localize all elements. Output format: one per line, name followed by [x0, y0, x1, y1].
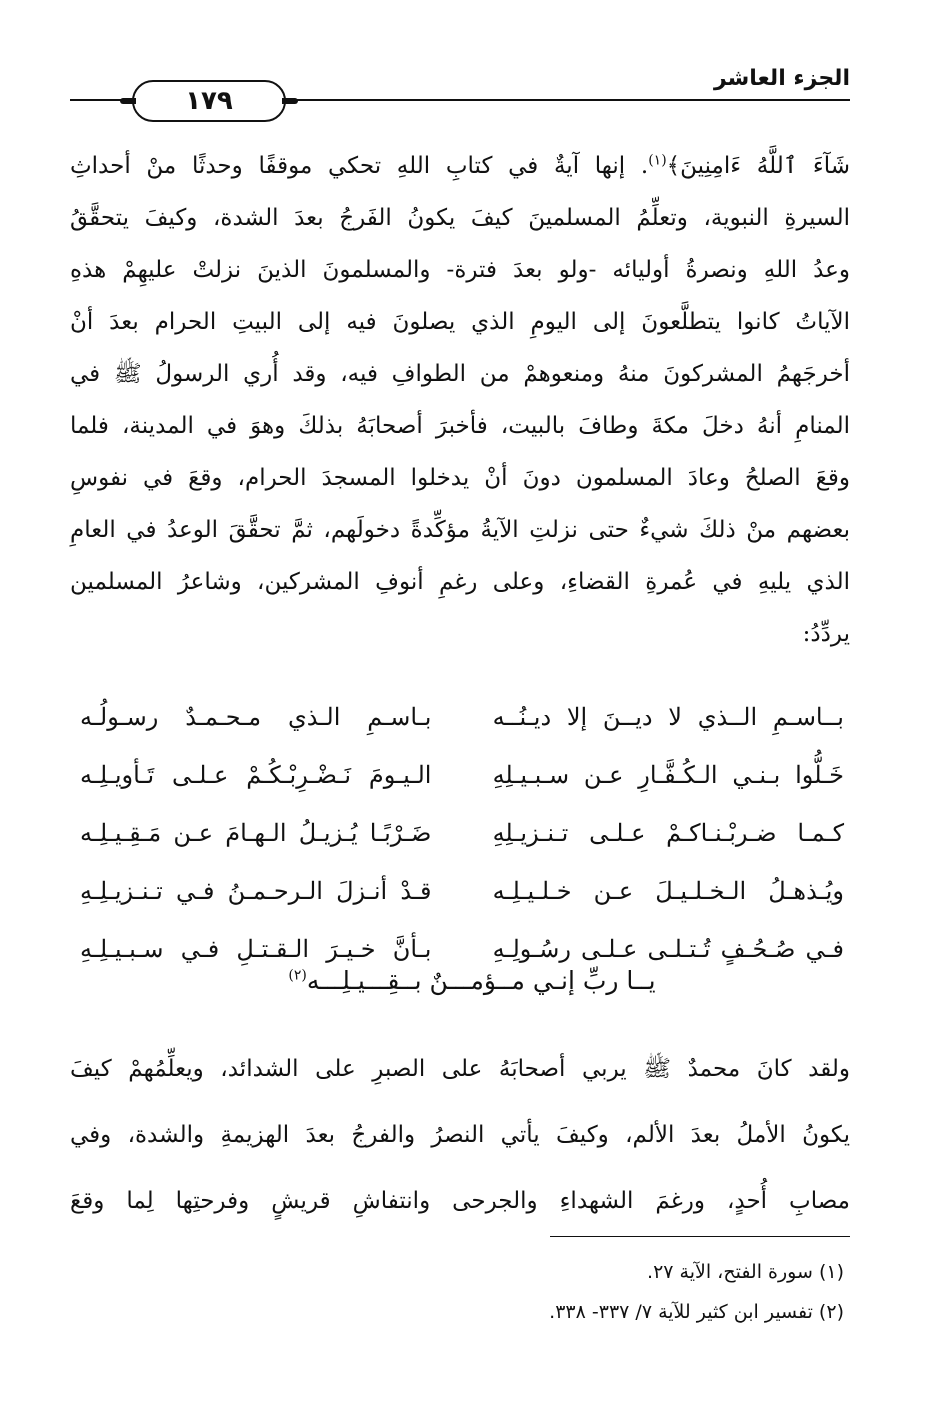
footnotes: [549, 1252, 844, 1332]
text-line: المنامِ أنهُ دخلَ مكةَ وطافَ بالبيت، فأخبرَ أصحابَهُ بذلكَ وهوَ في المدينة، فلما: [70, 413, 850, 439]
hemistich-right: كـمـا ضـربْـنـاكـمْ عـلـى تـنـزيـلِهِ: [492, 819, 844, 847]
verse: [80, 804, 844, 862]
text-line: يردِّدُ:: [802, 621, 850, 647]
closing-verse-text: يــا ربِّ إنـي مــؤمـــنٌ بــقِـــيـلِـــه: [306, 966, 656, 995]
verse: [80, 688, 844, 746]
text-line: أخرجَهمُ المشركونَ منهُ ومنعوهمْ من الطوافِ فيه، وقد أُري الرسولُ ﷺ في: [70, 361, 850, 387]
closing-verse: [0, 966, 944, 995]
footnote-ref: (٢): [288, 967, 307, 984]
hemistich-right: خَـلُّوا بـنـي الـكُـفَّـارِ عـن سـبـيـلِهِ: [492, 761, 844, 789]
hemistich-right: بــاسـمِ الــذي لا ديــنَ إلا ديـنُــه: [492, 703, 844, 731]
hemistich-left: بـاسـمِ الـذي مـحـمـدٌ رسـولُـه: [80, 703, 432, 731]
text-line: يكونُ الأملُ بعدَ الألم، وكيفَ يأتي النصرُ والفرجُ بعدَ الهزيمةِ والشدة، وفي: [70, 1122, 850, 1148]
main-text-continued: [70, 1036, 850, 1234]
text-line: [70, 140, 850, 192]
footnote-separator: [550, 1236, 850, 1237]
hemistich-left: بـأنَّ خـيـرَ الـقـتـلِ فـي سـبـيـلِـهِ: [80, 935, 432, 963]
quran-quote: شَآءَ ٱللَّهُ ءَامِنِينَ﴾: [666, 153, 850, 179]
main-text: [70, 140, 850, 660]
text-line: وعدُ اللهِ ونصرةُ أوليائه -ولو بعدَ فترة- والمسلمونَ الذينَ نزلتْ عليهِمْ هذهِ: [70, 257, 850, 283]
verse: [80, 862, 844, 920]
hemistich-left: قـدْ أنـزلَ الـرحـمـنُ فـي تـنـزيـلِـهِ: [80, 877, 432, 905]
text-line: الذي يليهِ في عُمرةِ القضاءِ، وعلى رغمِ أنوفِ المشركين، وشاعرُ المسلمين: [70, 569, 850, 595]
text-line: وقعَ الصلحُ وعادَ المسلمون دونَ أنْ يدخلوا المسجدَ الحرام، وقعَ في نفوسِ: [70, 465, 850, 491]
running-title: الجزء العاشر: [713, 66, 850, 91]
text-line: مصابِ أُحدٍ، ورغمَ الشهداءِ والجرحى وانتفاشِ قريشٍ وفرحتِها لِما وقعَ: [70, 1188, 850, 1214]
text-line: ولقد كانَ محمدٌ ﷺ يربي أصحابَهُ على الصبرِ على الشدائد، ويعلِّمُهمْ كيفَ: [70, 1056, 850, 1082]
verse: [80, 746, 844, 804]
footnote-ref: (١): [648, 152, 667, 169]
footnote: (١) سورة الفتح، الآية ٢٧.: [647, 1261, 844, 1283]
page-number: ١٧٩: [132, 80, 286, 122]
hemistich-left: ضَـرْبًـا يُـزيـلُ الـهـامَ عـن مَـقِـيـلِـه: [80, 819, 432, 847]
page-header: [70, 66, 850, 122]
footnote: (٢) تفسير ابن كثير للآية ٧/ ٣٣٧- ٣٣٨.: [549, 1301, 844, 1323]
hemistich-right: فـي صُـحُـفٍ تُـتـلـى عـلـى رسُـولِـهِ: [492, 935, 844, 963]
hemistich-right: ويُـذهـلُ الـخـلـيـلَ عـن خـلـيـلِـه: [492, 877, 844, 905]
text-line: بعضهم منْ ذلكَ شيءٌ حتى نزلتِ الآيةُ مؤكِّدةً دخولَهم، ثمَّ تحقَّقَ الوعدُ في العامِ: [70, 517, 850, 543]
hemistich-left: الـيـومَ نَـضْـرِبْـكُـمْ عـلـى تَـأويـلِـه: [80, 761, 432, 789]
text-line: الآياتُ كانوا يتطلَّعونَ إلى اليومِ الذي يصلونَ فيه إلى البيتِ الحرام بعدَ أنْ: [70, 309, 850, 335]
text-line: السيرةِ النبوية، وتعلِّمُ المسلمينَ كيفَ يكونُ الفَرجُ بعدَ الشدة، وكيفَ يتحقَّقُ: [70, 205, 850, 231]
text-segment: . إنها آيةٌ في كتابِ اللهِ تحكي موقفًا وحدثًا منْ أحداثِ: [70, 153, 649, 179]
poem: [80, 688, 844, 978]
